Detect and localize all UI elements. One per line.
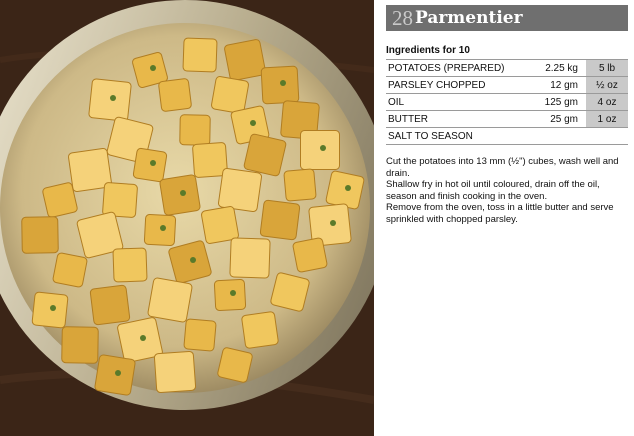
potato-cube [284, 169, 317, 202]
ingredient-imperial: 4 oz [586, 94, 628, 111]
potato-cube [224, 39, 266, 81]
potato-cube [144, 214, 176, 246]
parsley-fleck [150, 160, 156, 166]
potato-cube [243, 133, 286, 176]
ingredient-imperial: 1 oz [586, 111, 628, 128]
potato-cube [230, 238, 270, 278]
potato-cube [301, 131, 340, 170]
potato-cube [214, 279, 246, 311]
ingredient-name: BUTTER [386, 111, 516, 128]
ingredients-header: Ingredients for 10 [386, 45, 470, 56]
potato-cube [183, 38, 217, 72]
potato-cube [42, 182, 78, 218]
ingredient-row [386, 60, 628, 77]
ingredient-name: PARSLEY CHOPPED [386, 77, 516, 94]
ingredient-row [386, 94, 628, 111]
potato-cube [154, 351, 196, 393]
parsley-fleck [180, 190, 186, 196]
potato-cube [292, 237, 327, 272]
parsley-fleck [320, 145, 326, 151]
ingredient-metric: 2.25 kg [516, 60, 586, 77]
potato-cube [218, 168, 262, 212]
potato-cube [270, 272, 310, 312]
parsley-fleck [110, 95, 116, 101]
ingredient-metric: 125 gm [516, 94, 586, 111]
potato-cube [90, 285, 130, 325]
recipe-title: Parmentier [415, 7, 523, 28]
parsley-fleck [190, 257, 196, 263]
method-step: Remove from the oven, toss in a little butter and serve sprinkled with chopped parsley. [386, 202, 614, 225]
ingredient-imperial [586, 128, 628, 145]
potato-cube [184, 319, 217, 352]
ingredient-metric [516, 128, 586, 145]
ingredient-name: POTATOES (PREPARED) [386, 60, 516, 77]
parsley-fleck [115, 370, 121, 376]
ingredient-row [386, 111, 628, 128]
potato-cube [94, 354, 135, 395]
parsley-fleck [345, 185, 351, 191]
ingredients-table [386, 59, 628, 145]
parsley-fleck [330, 220, 336, 226]
potato-cube [261, 66, 299, 104]
potato-cube [180, 115, 211, 146]
potato-cube [62, 327, 99, 364]
potato-cube [113, 248, 147, 282]
potato-cube [89, 79, 132, 122]
method-text [386, 156, 630, 225]
ingredient-metric: 25 gm [516, 111, 586, 128]
potato-cube [260, 200, 300, 240]
potato-cube [241, 311, 278, 348]
potato-cube [133, 148, 167, 182]
method-step: Shallow fry in hot oil until coloured, drain off the oil, season and finish cooking in the oven. [386, 179, 600, 202]
ingredient-row [386, 128, 628, 145]
ingredient-name: SALT TO SEASON [386, 128, 516, 145]
potato-cube [22, 217, 59, 254]
ingredient-imperial: 5 lb [586, 60, 628, 77]
potato-cube [147, 277, 192, 322]
parsley-fleck [150, 65, 156, 71]
parsley-fleck [250, 120, 256, 126]
potato-cube [102, 182, 137, 217]
parsley-fleck [50, 305, 56, 311]
ingredient-row [386, 77, 628, 94]
potato-cube [32, 292, 68, 328]
ingredient-name: OIL [386, 94, 516, 111]
potato-cube [217, 347, 253, 383]
parsley-fleck [160, 225, 166, 231]
parsley-fleck [280, 80, 286, 86]
potato-cube [211, 76, 249, 114]
parsley-fleck [230, 290, 236, 296]
ingredient-imperial: ½ oz [586, 77, 628, 94]
potato-cube [159, 174, 200, 215]
potato-cube [158, 78, 191, 111]
method-step: Cut the potatoes into 13 mm (½") cubes, wash well and drain. [386, 156, 619, 179]
recipe-title-bar [386, 5, 628, 31]
potato-cube [52, 252, 87, 287]
ingredient-metric: 12 gm [516, 77, 586, 94]
recipe-number: 28 [392, 5, 413, 30]
parsley-fleck [140, 335, 146, 341]
